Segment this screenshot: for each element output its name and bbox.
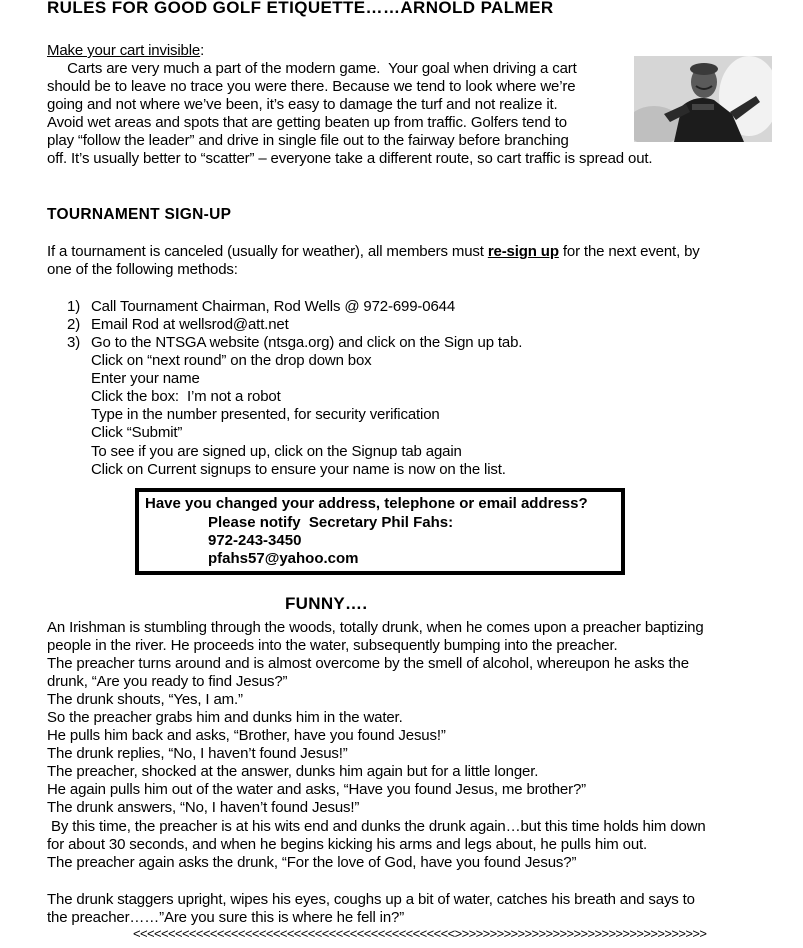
signup-intro-text: for the next event, by bbox=[558, 243, 700, 260]
story-line: The preacher again asks the drunk, “For the love of God, have you found Jesus?” bbox=[47, 854, 577, 871]
cart-paragraph-line: should be to leave no trace you were there. Because we tend to look where we’re bbox=[47, 78, 576, 95]
list-item-number: 3) bbox=[67, 334, 81, 351]
story-line: The drunk staggers upright, wipes his eyes, coughs up a bit of water, catches his breath and says to bbox=[47, 891, 695, 908]
cart-paragraph-line: play “follow the leader” and drive in single file out to the fairway before branching bbox=[47, 132, 569, 149]
signup-substep: Click “Submit” bbox=[91, 424, 183, 441]
cart-heading-colon: : bbox=[200, 42, 205, 59]
story-line: The drunk shouts, “Yes, I am.” bbox=[47, 691, 243, 708]
list-item-email-rod: Email Rod at wellsrod@att.net bbox=[91, 316, 289, 333]
cart-paragraph-line: off. It’s usually better to “scatter” – everyone take a different route, so cart traffic is spread out. bbox=[47, 150, 653, 167]
cart-paragraph-line: Avoid wet areas and spots that are getting beaten up from traffic. Golfers tend to bbox=[47, 114, 567, 131]
notice-question: Have you changed your address, telephone or email address? bbox=[145, 495, 588, 512]
story-line: for about 30 seconds, and when he begins kicking his arms and legs about, he pulls him out. bbox=[47, 836, 648, 853]
signup-substep: Click on “next round” on the drop down box bbox=[91, 352, 372, 369]
story-line: The preacher turns around and is almost overcome by the smell of alcohol, whereupon he asks the bbox=[47, 655, 689, 672]
notice-phone: 972-243-3450 bbox=[208, 532, 302, 549]
signup-intro-line-2: one of the following methods: bbox=[47, 261, 238, 278]
story-line: So the preacher grabs him and dunks him in the water. bbox=[47, 709, 403, 726]
story-line: By this time, the preacher is at his wits end and dunks the drunk again…but this time holds him down bbox=[47, 818, 706, 835]
signup-intro-line-1 bbox=[47, 243, 700, 261]
list-item-number: 2) bbox=[67, 316, 81, 333]
story-line: An Irishman is stumbling through the woods, totally drunk, when he comes upon a preacher baptizing bbox=[47, 619, 704, 636]
story-line: The drunk replies, “No, I haven’t found Jesus!” bbox=[47, 745, 348, 762]
story-line: The preacher, shocked at the answer, dunks him again but for a little longer. bbox=[47, 763, 539, 780]
story-line: The drunk answers, “No, I haven’t found Jesus!” bbox=[47, 799, 360, 816]
list-item-call-chairman: Call Tournament Chairman, Rod Wells @ 972-699-0644 bbox=[91, 298, 456, 315]
arnold-palmer-photo bbox=[634, 56, 772, 142]
signup-heading: TOURNAMENT SIGN-UP bbox=[47, 206, 232, 223]
story-line: He pulls him back and asks, “Brother, have you found Jesus!” bbox=[47, 727, 446, 744]
list-item-website: Go to the NTSGA website (ntsga.org) and click on the Sign up tab. bbox=[91, 334, 523, 351]
cart-paragraph-line: going and not where we’ve been, it’s easy to damage the turf and not realize it. bbox=[47, 96, 558, 113]
signup-intro-text: If a tournament is canceled (usually for weather), all members must bbox=[47, 243, 488, 260]
cart-heading-text: Make your cart invisible bbox=[47, 42, 201, 59]
notice-instruction: Please notify Secretary Phil Fahs: bbox=[208, 514, 454, 531]
list-item-number: 1) bbox=[67, 298, 81, 315]
signup-substep: To see if you are signed up, click on the Signup tab again bbox=[91, 443, 462, 460]
story-line: people in the river. He proceeds into the water, subsequently bumping into the preacher. bbox=[47, 637, 618, 654]
signup-substep: Click the box: I’m not a robot bbox=[91, 388, 281, 405]
funny-heading: FUNNY…. bbox=[285, 594, 368, 613]
notice-email: pfahs57@yahoo.com bbox=[208, 550, 359, 567]
arrows-divider: <<<<<<<<<<<<<<<<<<<<<<<<<<<<<<<<<<<<<<<<<<<<<<>>>>>>>>>>>>>>>>>>>>>>>>>>>>>>>>>>>> bbox=[133, 926, 707, 941]
cart-paragraph-line: Carts are very much a part of the modern game. Your goal when driving a cart bbox=[47, 60, 577, 77]
signup-substep: Type in the number presented, for security verification bbox=[91, 406, 440, 423]
signup-substep: Enter your name bbox=[91, 370, 200, 387]
re-sign-up-emphasis: re-sign up bbox=[487, 243, 559, 260]
page-title: RULES FOR GOOD GOLF ETIQUETTE……ARNOLD PALMER bbox=[47, 0, 554, 17]
story-line: He again pulls him out of the water and asks, “Have you found Jesus, me brother?” bbox=[47, 781, 586, 798]
cart-heading bbox=[47, 42, 204, 60]
story-line: drunk, “Are you ready to find Jesus?” bbox=[47, 673, 288, 690]
story-line: the preacher……”Are you sure this is where he fell in?” bbox=[47, 909, 405, 926]
golfer-photo-icon bbox=[634, 56, 772, 142]
signup-substep: Click on Current signups to ensure your name is now on the list. bbox=[91, 461, 506, 478]
